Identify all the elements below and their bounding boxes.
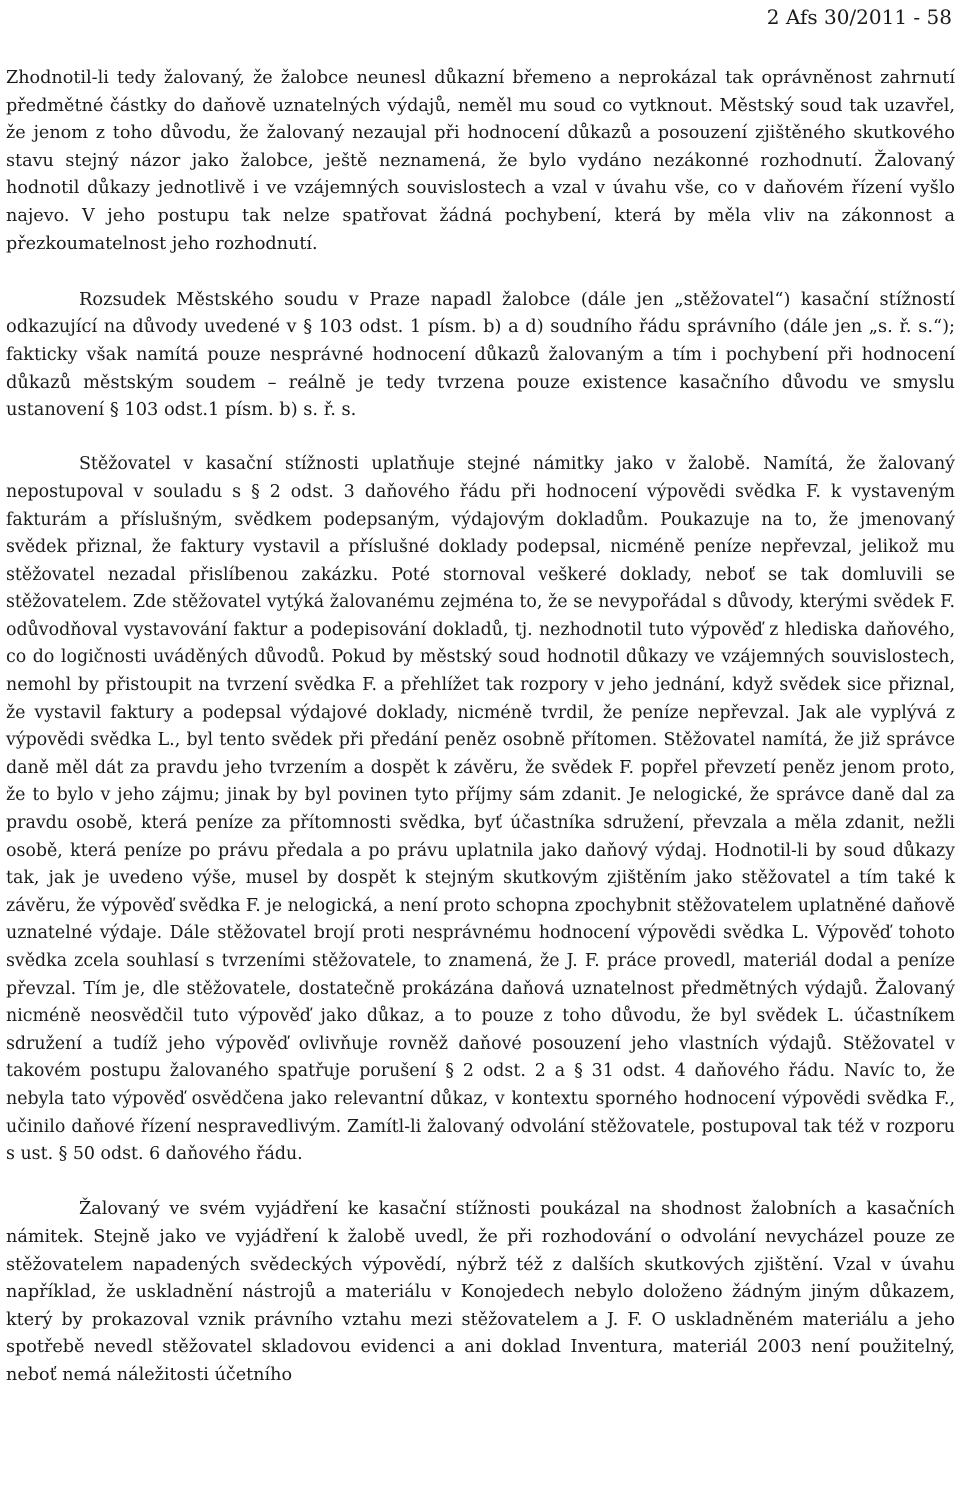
paragraph-2: Rozsudek Městského soudu v Praze napadl žalobce (dále jen „stěžovatel“) kasační stížností odkazující na důvody uvedené v § 103 odst. 1 písm. b) a d) soudního řádu správního (dále jen „s. ř. s.“); fakticky však namítá pouze nesprávné hodnocení důkazů žalovaným a tím i pochybení při hodnocení důkazů městským soudem – reálně je tedy tvrzena pouze existence kasačního důvodu ve smyslu ustanovení § 103 odst.1 písm. b) s. ř. s. bbox=[6, 288, 955, 421]
paragraph-4: Žalovaný ve svém vyjádření ke kasační stížnosti poukázal na shodnost žalobních a kasačních námitek. Stejně jako ve vyjádření k žalobě uvedl, že při rozhodování o odvolání nevycházel pouze ze stěžovatelem napadených svědeckých výpovědí, nýbrž též z dalších skutkových zjištění. Vzal v úvahu například, že uskladnění nástrojů a materiálu v Konojedech nebylo doloženo žádným jiným důkazem, který by prokazoval vznik právního vztahu mezi stěžovatelem a J. F. O uskladněném materiálu a jeho spotřebě nevedl stěžovatel skladovou evidenci a ani doklad Inventura, materiál 2003 není použitelný, neboť nemá náležitosti účetního bbox=[6, 1199, 955, 1385]
paragraph-3: Stěžovatel v kasační stížnosti uplatňuje stejné námitky jako v žalobě. Namítá, že žalovaný nepostupoval v souladu s § 2 odst. 3 daňového řádu při hodnocení výpovědi svědka F. k vystaveným fakturám a příslušným, svědkem podepsaným, výdajovým dokladům. Poukazuje na to, že jmenovaný svědek přiznal, že faktury vystavil a příslušné doklady podepsal, nicméně peníze nepřevzal, jelikož mu stěžovatel nezadal přislíbenou zakázku. Poté stornoval veškeré doklady, neboť se tak domluvili se stěžovatelem. Zde stěžovatel vytýká žalovanému zejména to, že se nevypořádal s důvody, kterými svědek F. odůvodňoval vystavování faktur a podepisování dokladů, tj. nezhodnotil tuto výpověď z hlediska daňového, co do logičnosti uváděných důvodů. Pokud by městský soud hodnotil důkazy ve vzájemných souvislostech, nemohl by přistoupit na tvrzení svědka F. a přehlížet tak rozpory v jeho jednání, když svědek sice přiznal, že vystavil faktury a podepsal výdajové doklady, nicméně tvrdil, že peníze nepřevzal. Jak ale vyplývá z výpovědi svědka L., byl tento svědek při předání peněz osobně přítomen. Stěžovatel namítá, že již správce daně měl dát za pravdu jeho tvrzením a dospět k závěru, že svědek F. popřel převzetí peněz jenom proto, že to bylo v jeho zájmu; jinak by byl povinen tyto příjmy sám zdanit. Je nelogické, že správce daně dal za pravdu osobě, která peníze za přítomnosti svědka, byť účastníka sdružení, převzala a měla zdanit, nežli osobě, která peníze po právu předala a po právu uplatnila jako daňový výdaj. Hodnotil-li by soud důkazy tak, jak je uvedeno výše, musel by dospět k stejným skutkovým zjištěním jako stěžovatel a tím také k závěru, že výpověď svědka F. je nelogická, a není proto schopna zpochybnit stěžovatelem uplatněné daňově uznatelné výdaje. Dále stěžovatel brojí proti nesprávnému hodnocení výpovědi svědka L. Výpověď tohoto svědka zcela souhlasí s tvrzeními stěžovatele, to znamená, že J. F. práce provedl, materiál dodal a peníze převzal. Tím je, dle stěžovatele, dostatečně prokázána daňová uznatelnost předmětných výdajů. Žalovaný nicméně neosvědčil tuto výpověď jako důkaz, a to pouze z toho důvodu, že byl svědek L. účastníkem sdružení a tudíž jeho výpověď ovlivňuje rovněž daňové posouzení jeho vlastních výdajů. Stěžovatel v takovém postupu žalovaného spatřuje porušení § 2 odst. 2 a § 31 odst. 4 daňového řádu. Navíc to, že nebyla tato výpověď osvědčena jako relevantní důkaz, v kontextu sporného hodnocení výpovědi svědka F., učinilo daňové řízení nespravedlivým. Zamítl-li žalovaný odvolání stěžovatele, postupoval tak též v rozporu s ust. § 50 odst. 6 daňového řádu. bbox=[6, 454, 955, 1165]
document-body bbox=[6, 65, 955, 1390]
paragraph-gap bbox=[6, 424, 955, 452]
paragraph-gap bbox=[6, 258, 955, 286]
page-reference: 2 Afs 30/2011 - 58 bbox=[766, 5, 952, 29]
paragraph-1: Zhodnotil-li tedy žalovaný, že žalobce neunesl důkazní břemeno a neprokázal tak oprávněnost zahrnutí předmětné částky do daňově uznatelných výdajů, neměl mu soud co vytknout. Městský soud tak uzavřel, že jenom z toho důvodu, že žalovaný nezaujal při hodnocení důkazů a posouzení zjištěného skutkového stavu stejný názor jako žalobce, ještě neznamená, že bylo vydáno nezákonné rozhodnutí. Žalovaný hodnotil důkazy jednotlivě i ve vzájemných souvislostech a vzal v úvahu vše, co v daňovém řízení vyšlo najevo. V jeho postupu tak nelze spatřovat žádná pochybení, která by měla vliv na zákonnost a přezkoumatelnost jeho rozhodnutí. bbox=[6, 68, 955, 254]
paragraph-gap bbox=[6, 1169, 955, 1197]
